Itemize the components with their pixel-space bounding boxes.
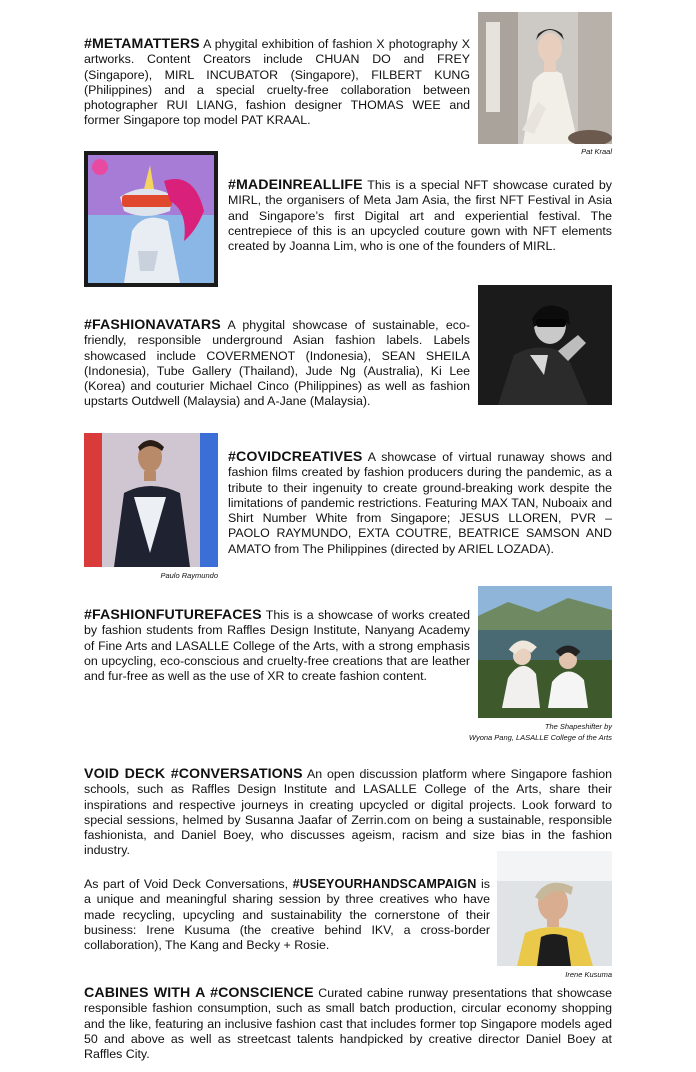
section-fashionfuturefaces xyxy=(84,608,470,684)
artwork-unicorn xyxy=(84,151,218,287)
section-body: An open discussion platform where Singapore fashion schools, such as Raffles Design Institute and LASALLE College of the Arts, share their inspirations and respective journeys in creating upcycled or digital projects. Look forward to special sessions, helmed by Susanna Jaafar of Zerrin.com on being a sustainable, responsible fashionista, and Daniel Boey, who discusses ageism, racism and size bias in the fashion industry. xyxy=(84,767,613,858)
caption-shapeshifter-line2: Wyona Pang, LASALLE College of the Arts xyxy=(468,733,612,742)
photo-michael-cinco xyxy=(478,285,612,405)
section-body: is a unique and meaningful sharing session by three creatives who have made recycling, upcycling and sustainability the cornerstone of their business: Irene Kusuma (the creative behind IKV, a cross-border collaboration), The Kang and Becky + Rosie. xyxy=(84,877,490,953)
section-body: Curated cabine runway presentations that showcase responsible fashion consumption, such as small batch production, circular economy shopping and the like, featuring an inclusive fashion cast that includes former top Singapore models aged 50 and above as well as streetcast talents handpicked by creative director Daniel Boey at Raffles City. xyxy=(84,986,612,1062)
caption-paulo-raymundo: Paulo Raymundo xyxy=(160,571,218,580)
section-body: A phygital showcase of sustainable, eco-friendly, responsible underground Asian fashion labels. Labels showcased include COVERMENOT (Indonesia), SEAN SHEILA (Indonesia), Tube Gallery (Thailand), Jude Ng (Australia), Ki Lee (Korea) and couturier Michael Cinco (Philippines) as well as fashion upstarts Outdwell (Malaysia) and A-Jane (Malaysia). xyxy=(84,318,470,409)
section-fashionavatars xyxy=(84,318,470,410)
section-body: This is a special NFT showcase curated by MIRL, the organisers of Meta Jam Asia, the first NFT Festival in Asia and Singapore’s first Digital art and experiential festival. The centrepiece of this is an upcycled couture gown with NFT elements created by Joanna Lim, who is one of the founders of MIRL. xyxy=(228,178,612,254)
photo-pat-kraal xyxy=(478,12,612,144)
section-metamatters xyxy=(84,37,470,129)
section-heading: VOID DECK #CONVERSATIONS xyxy=(84,766,303,782)
section-heading: #COVIDCREATIVES xyxy=(228,449,363,465)
photo-paulo-raymundo xyxy=(84,433,218,567)
section-heading: #METAMATTERS xyxy=(84,36,200,52)
section-madeinreallife xyxy=(228,178,612,254)
section-heading: #MADEINREALLIFE xyxy=(228,177,363,193)
section-intro: As part of Void Deck Conversations, xyxy=(84,877,293,891)
photo-shapeshifter xyxy=(478,586,612,718)
section-cabines-conscience xyxy=(84,986,612,1062)
caption-shapeshifter-line1: The Shapeshifter by xyxy=(544,722,612,731)
section-useyourhands xyxy=(84,877,490,953)
section-void-deck-conversations xyxy=(84,767,612,859)
section-heading: #USEYOURHANDSCAMPAIGN xyxy=(292,877,477,891)
section-body: This is a showcase of works created by fashion students from Raffles Design Institute, Nanyang Academy of Fine Arts and LASALLE College of the Arts, with a strong emphasis on upcycling, eco-conscious and cruelty-free creations that are leather and fur-free as well as the use of XR to create fashion content. xyxy=(84,608,470,684)
section-covidcreatives xyxy=(228,450,612,557)
section-body: A phygital exhibition of fashion X photography X artworks. Content Creators include CHUAN DO and FREY (Singapore), MIRL INCUBATOR (Singapore), FILBERT KUNG (Philippines) and a special cruelty-free collaboration between photographer RUI LIANG, fashion designer THOMAS WEE and former Singapore top model PAT KRAAL. xyxy=(84,37,470,128)
section-body: A showcase of virtual runaway shows and fashion films created by fashion producers during the pandemic, as a tribute to their ingenuity to create ground-breaking work despite the limitations of pandemic restrictions. Featuring MAX TAN, Nuboaix and Shirt Number White from Singapore; JESUS LLOREN, PVR – PAOLO RAYMUNDO, EXTA COUTRE, BEATRICE SAMSON AND AMATO from The Philippines (directed by ARIEL LOZADA). xyxy=(228,450,612,556)
caption-irene-kusuma: Irene Kusuma xyxy=(565,970,612,979)
caption-pat-kraal: Pat Kraal xyxy=(581,147,612,156)
section-heading: #FASHIONFUTUREFACES xyxy=(84,607,262,623)
section-heading: #FASHIONAVATARS xyxy=(84,317,221,333)
photo-irene-kusuma xyxy=(497,851,612,966)
section-heading: CABINES WITH A #CONSCIENCE xyxy=(84,985,314,1001)
